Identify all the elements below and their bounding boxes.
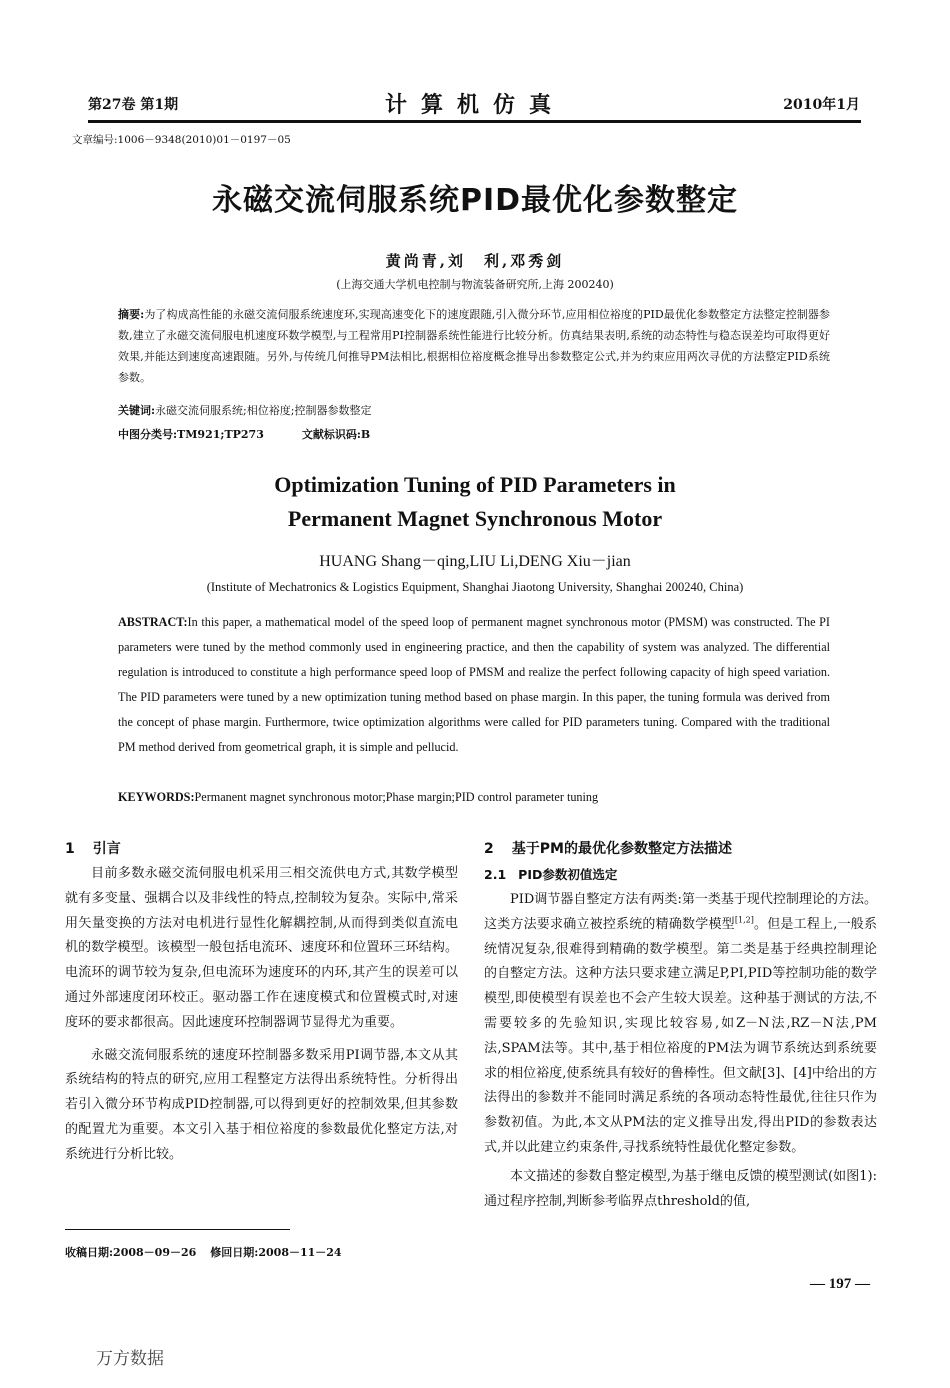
section-1-title: 引言 — [92, 841, 121, 857]
article-number: 文章编号:1006－9348(2010)01－0197－05 — [72, 134, 291, 146]
section-2-heading — [484, 838, 877, 860]
english-abstract — [118, 610, 830, 760]
classification-line — [118, 426, 830, 442]
footnote-rule — [65, 1229, 290, 1230]
page-number: — 197 — — [810, 1276, 870, 1292]
english-keywords-text: Permanent magnet synchronous motor;Phase margin;PID control parameter tuning — [194, 790, 599, 804]
received-date: 收稿日期:2008－09－26 — [65, 1246, 197, 1259]
english-title-line1: Optimization Tuning of PID Parameters in — [274, 472, 676, 497]
chinese-title: 永磁交流伺服系统PID最优化参数整定 — [211, 183, 739, 218]
section-2-number: 2 — [484, 841, 494, 857]
section-2-paragraph-2: 本文描述的参数自整定模型,为基于继电反馈的模型测试(如图1):通过程序控制,判断参考临界点threshold的值, — [484, 1168, 877, 1209]
section-2-paragraph-1 — [484, 888, 877, 1161]
english-keywords-label: KEYWORDS: — [118, 790, 195, 804]
english-affiliation: (Institute of Mechatronics & Logistics Equipment, Shanghai Jiaotong University, Shanghai 200240, China) — [206, 580, 744, 594]
chinese-affiliation: (上海交通大学机电控制与物流装备研究所,上海 200240) — [336, 278, 614, 291]
english-title — [0, 468, 950, 536]
chinese-abstract-text: 为了构成高性能的永磁交流伺服系统速度环,实现高速变化下的速度跟随,引入微分环节,应用相位裕度的PID最优化参数整定方法整定控制器参数,建立了永磁交流伺服电机速度环数学模型,与工程常用PI控制器系统性能进行比较分析。仿真结果表明,系统的动态特性与稳态误差均可取得更好效果,并能达到速度高速跟随。另外,与传统几何推导PM法相比,根据相位裕度概念推导出参数整定公式,并为约束应用两次寻优的方法整定PID系统参数。 — [118, 308, 830, 384]
subsection-2-1-number: 2.1 — [484, 867, 507, 882]
chinese-abstract-label: 摘要: — [118, 308, 145, 321]
revised-date: 修回日期:2008－11－24 — [210, 1246, 342, 1259]
section-2-paragraph-1-part-a: PID调节器自整定方法有两类:第一类基于现代控制理论的方法。这类方法要求确立被控系统的精确数学模型 — [484, 892, 877, 932]
chinese-keywords-text: 永磁交流伺服系统;相位裕度;控制器参数整定 — [155, 404, 372, 417]
citation-1-2: [1,2] — [734, 915, 754, 925]
english-abstract-label: ABSTRACT: — [118, 615, 188, 629]
english-abstract-text: In this paper, a mathematical model of the speed loop of permanent magnet synchronous motor (PMSM) was constructed. The PI parameters were tuned by the method commonly used in engineering practice, and then the capability of system was analyzed. The differential regulation is introduced to constitute a high performance speed loop of PMSM and realize the perfect following capacity of high speed variation. The PID parameters were tuned by a new optimization tuning method based on phase margin. In this paper, the tuning formula was derived from the concept of phase margin. Furthermore, twice optimization algorithms were called for PID parameters tuning. Compared with the traditional PM method derived from geometrical graph, it is simple and pellucid. — [118, 615, 830, 754]
section-2-title: 基于PM的最优化参数整定方法描述 — [511, 841, 732, 857]
chinese-keywords-label: 关键词: — [118, 404, 156, 417]
document-code: 文献标识码:B — [301, 428, 371, 441]
journal-name: 计算机仿真 — [384, 92, 565, 118]
section-1-heading — [65, 838, 458, 860]
journal-issue: 第27卷 第1期 — [88, 97, 179, 113]
body-right-column — [484, 838, 877, 1214]
clc-number: 中图分类号:TM921;TP273 — [118, 428, 264, 441]
section-1-paragraph-1: 目前多数永磁交流伺服电机采用三相交流供电方式,其数学模型就有多变量、强耦合以及非线性的特点,控制较为复杂。实际中,常采用矢量变换的方法对电机进行显性化解耦控制,从而得到类似直流电机的数学模型。该模型一般包括电流环、速度环和位置环三环结构。电流环的调节较为复杂,但电流环为速度环的内环,其产生的误差可以通过外部速度闭环校正。驱动器工作在速度模式和位置模式时,对速度环的要求都很高。因此速度环控制器调节显得尤为重要。 — [65, 866, 458, 1030]
journal-date: 2010年1月 — [783, 97, 860, 113]
watermark: 万方数据 — [96, 1349, 164, 1369]
subsection-2-1-title: PID参数初值选定 — [518, 867, 618, 882]
chinese-abstract — [118, 304, 830, 388]
section-1-paragraph-2: 永磁交流伺服系统的速度环控制器多数采用PI调节器,本文从其系统结构的特点的研究,应用工程整定方法得出系统特性。分析得出若引入微分环节构成PID控制器,可以得到更好的控制效果,但其参数的配置尤为重要。本文引入基于相位裕度的参数最优化整定方法,对系统进行分析比较。 — [65, 1047, 458, 1162]
header-rule — [88, 120, 861, 123]
section-2-paragraph-1-part-b: 。但是工程上,一般系统情况复杂,很难得到精确的数学模型。第二类是基于经典控制理论的自整定方法。这种方法只要求建立满足P,PI,PID等控制功能的数学模型,即使模型有误差也不会产生较大误差。这种基于测试的方法,不需要较多的先验知识,实现比较容易,如Z－N法,RZ－N法,PM法,SPAM法等。其中,基于相位裕度的PM法为调节系统达到系统要求的相位裕度,使系统具有较好的鲁棒性。但文献[3]、[4]中给出的方法得出的参数并不能同时满足系统的各项动态特性最优,往往只作为参数初值。为此,本文从PM法的定义推导出发,得出PID的参数表达式,并以此建立约束条件,寻找系统特性最优化整定参数。 — [484, 916, 877, 1155]
chinese-authors: 黄尚青,刘 利,邓秀剑 — [385, 252, 565, 270]
subsection-2-1-heading — [484, 864, 877, 886]
body-left-column — [65, 838, 458, 1168]
chinese-keywords — [118, 402, 830, 418]
english-title-line2: Permanent Magnet Synchronous Motor — [287, 506, 663, 531]
english-keywords — [118, 790, 830, 805]
footnote-dates — [65, 1244, 342, 1260]
english-authors: HUANG Shang－qing,LIU Li,DENG Xiu－jian — [319, 553, 631, 570]
section-1-number: 1 — [65, 841, 75, 857]
